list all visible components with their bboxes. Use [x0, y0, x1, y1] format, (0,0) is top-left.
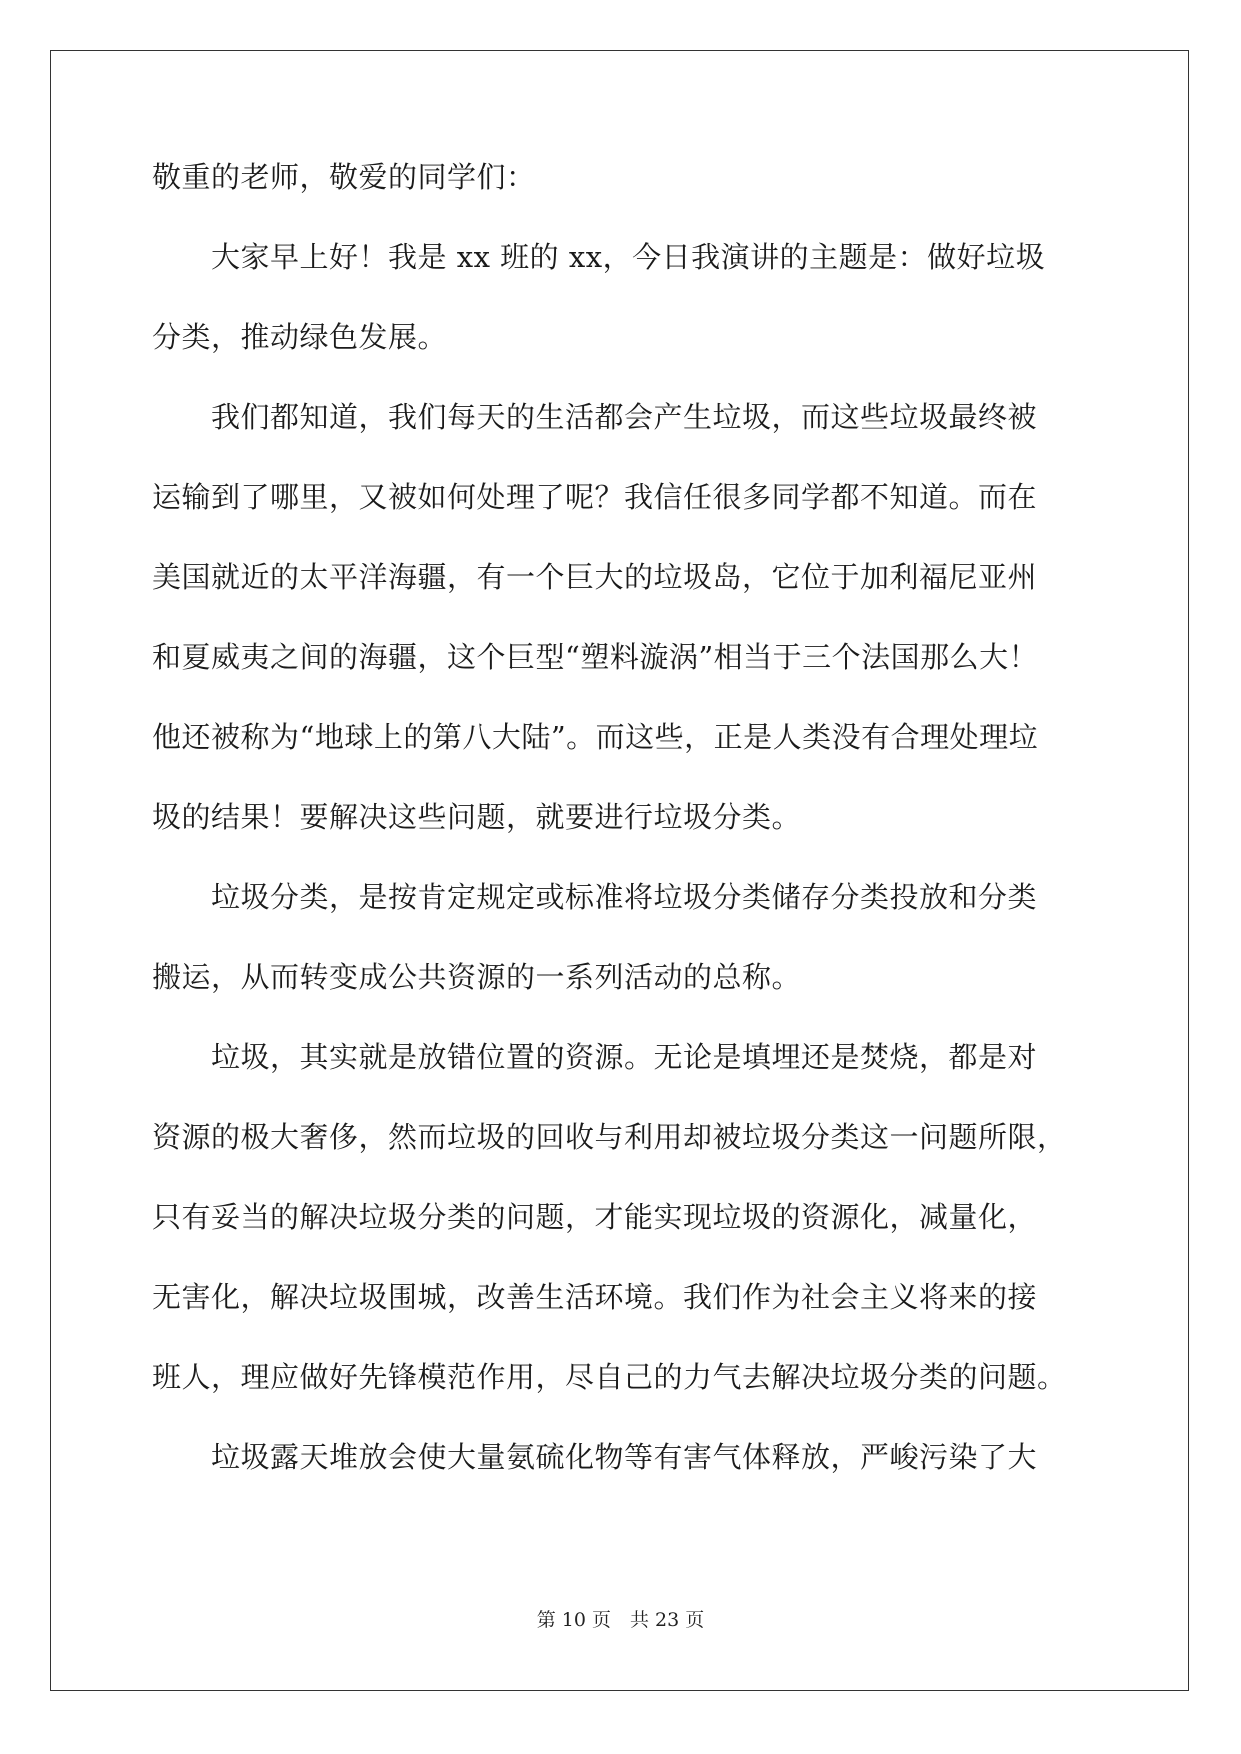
text-line: 搬运，从而转变成公共资源的一系列活动的总称。: [152, 960, 802, 994]
text-line: 只有妥当的解决垃圾分类的问题，才能实现垃圾的资源化，减量化，: [152, 1200, 1038, 1234]
text-line: 无害化，解决垃圾围城，改善生活环境。我们作为社会主义将来的接: [152, 1280, 1038, 1314]
text-line: 我们都知道，我们每天的生活都会产生垃圾，而这些垃圾最终被: [152, 400, 1038, 434]
text-line: 敬重的老师，敬爱的同学们：: [152, 160, 536, 194]
text-line: 班人，理应做好先锋模范作用，尽自己的力气去解决垃圾分类的问题。: [152, 1360, 1067, 1394]
text-line: 垃圾分类，是按肯定规定或标准将垃圾分类储存分类投放和分类: [152, 880, 1038, 914]
text-line: 美国就近的太平洋海疆，有一个巨大的垃圾岛，它位于加利福尼亚州: [152, 560, 1038, 594]
text-line: 运输到了哪里，又被如何处理了呢？我信任很多同学都不知道。而在: [152, 480, 1038, 514]
text-line: 垃圾露天堆放会使大量氨硫化物等有害气体释放，严峻污染了大: [152, 1440, 1038, 1474]
page-number-footer: 第 10 页 共 23 页: [536, 1609, 705, 1631]
text-line: 垃圾，其实就是放错位置的资源。无论是填埋还是焚烧，都是对: [152, 1040, 1038, 1074]
text-line: 资源的极大奢侈，然而垃圾的回收与利用却被垃圾分类这一问题所限，: [152, 1120, 1067, 1154]
text-line: 圾的结果！要解决这些问题，就要进行垃圾分类。: [152, 800, 802, 834]
text-line: 大家早上好！我是 xx 班的 xx，今日我演讲的主题是：做好垃圾: [152, 240, 1046, 274]
text-line: 分类，推动绿色发展。: [152, 320, 448, 354]
document-body: [152, 160, 1092, 1520]
text-line: 他还被称为“地球上的第八大陆”。而这些，正是人类没有合理处理垃: [152, 720, 1039, 754]
text-line: 和夏威夷之间的海疆，这个巨型“塑料漩涡”相当于三个法国那么大！: [152, 640, 1039, 674]
